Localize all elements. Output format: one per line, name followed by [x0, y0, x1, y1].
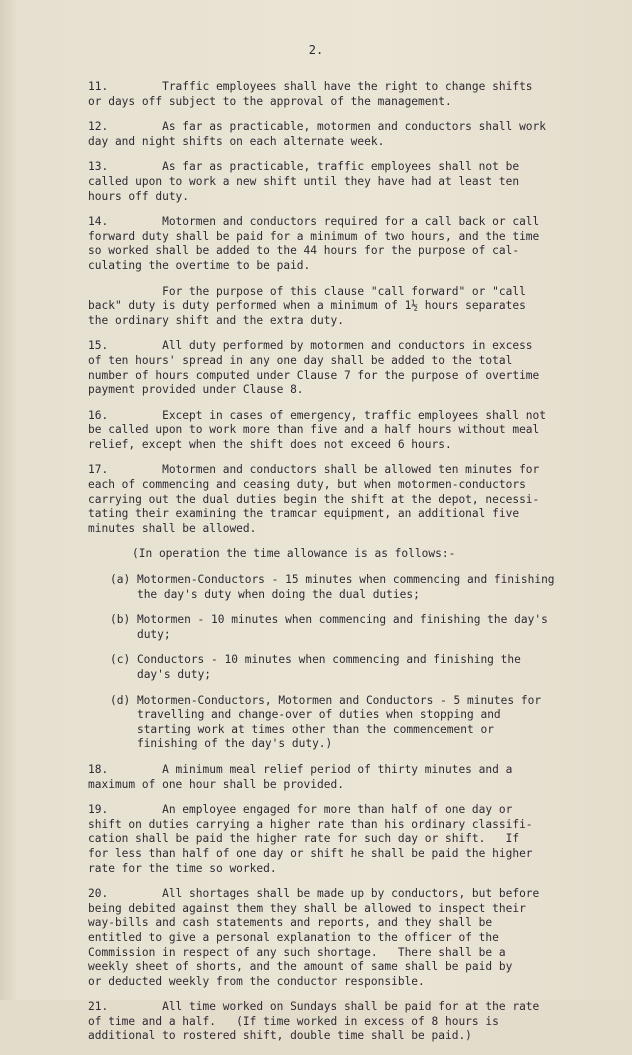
page-number: 2.: [308, 43, 324, 57]
allowance-intro: (In operation the time allowance is as follows:-: [132, 547, 456, 561]
allowance-item-b: (b) Motormen - 10 minutes when commencing and finishing the day's duty;: [110, 613, 548, 641]
clause-21: 21. All time worked on Sundays shall be paid for at the rate of time and a half. (If time worked in excess of 8 hours is additional to rostered shift, double time shall be paid.): [88, 1000, 540, 1043]
document-body: [88, 80, 608, 1055]
clause-20: 20. All shortages shall be made up by conductors, but before being debited against them they shall be allowed to inspect their way-bills and cash statements and reports, and they shall be entitled to give a personal explanation to the officer of the Commission in respect of any such shortage. There shall be a weekly sheet of shorts, and the amount of same shall be paid by or deducted weekly from the conductor responsible.: [88, 887, 540, 988]
clause-11: 11. Traffic employees shall have the right to change shifts or days off subject to the approval of the management.: [88, 80, 533, 108]
clause-13: 13. As far as practicable, traffic employees shall not be called upon to work a new shift until they have had at least ten hours off duty.: [88, 160, 520, 203]
clause-16: 16. Except in cases of emergency, traffic employees shall not be called upon to work more than five and a half hours without meal relief, except when the shift does not exceed 6 hours.: [88, 408, 547, 451]
allowance-item-d: (d) Motormen-Conductors, Motormen and Conductors - 5 minutes for travelling and change-over of duties when stopping and starting work at times other than the commencement or finishing of the day's duty.): [110, 693, 542, 751]
allowance-item-c: (c) Conductors - 10 minutes when commencing and finishing the day's duty;: [110, 653, 521, 681]
clause-17: 17. Motormen and conductors shall be allowed ten minutes for each of commencing and ceasing duty, but when motormen-conductors carrying out the dual duties begin the shift at the depot, necessi- tating their examining the tramcar equipment, an additional five minutes shall be allowed.: [88, 463, 540, 535]
clause-14: 14. Motormen and conductors required for a call back or call forward duty shall be paid for a minimum of two hours, and the time so worked shall be added to the 44 hours for the purpose of cal- culating the overtime to be paid.: [88, 215, 540, 272]
clause-19: 19. An employee engaged for more than half of one day or shift on duties carrying a higher rate than his ordinary classifi- cation shall be paid the higher rate for such day or shift. If for less than half of one day or shift he shall be paid the higher rate for the time so worked.: [88, 803, 533, 875]
clause-18: 18. A minimum meal relief period of thirty minutes and a maximum of one hour shall be provided.: [88, 762, 513, 791]
clause-14-note: For the purpose of this clause "call forward" or "call back" duty is duty performed when a minimum of 1½ hours separates the ordinary shift and the extra duty.: [88, 284, 526, 327]
allowance-item-a: (a) Motormen-Conductors - 15 minutes when commencing and finishing the day's duty when doing the dual duties;: [110, 573, 555, 601]
clause-15: 15. All duty performed by motormen and conductors in excess of ten hours' spread in any one day shall be added to the total number of hours computed under Clause 7 for the purpose of overtime payment provided under Clause 8.: [88, 339, 540, 397]
clause-12: 12. As far as practicable, motormen and conductors shall work day and night shifts on each alternate week.: [88, 120, 547, 148]
